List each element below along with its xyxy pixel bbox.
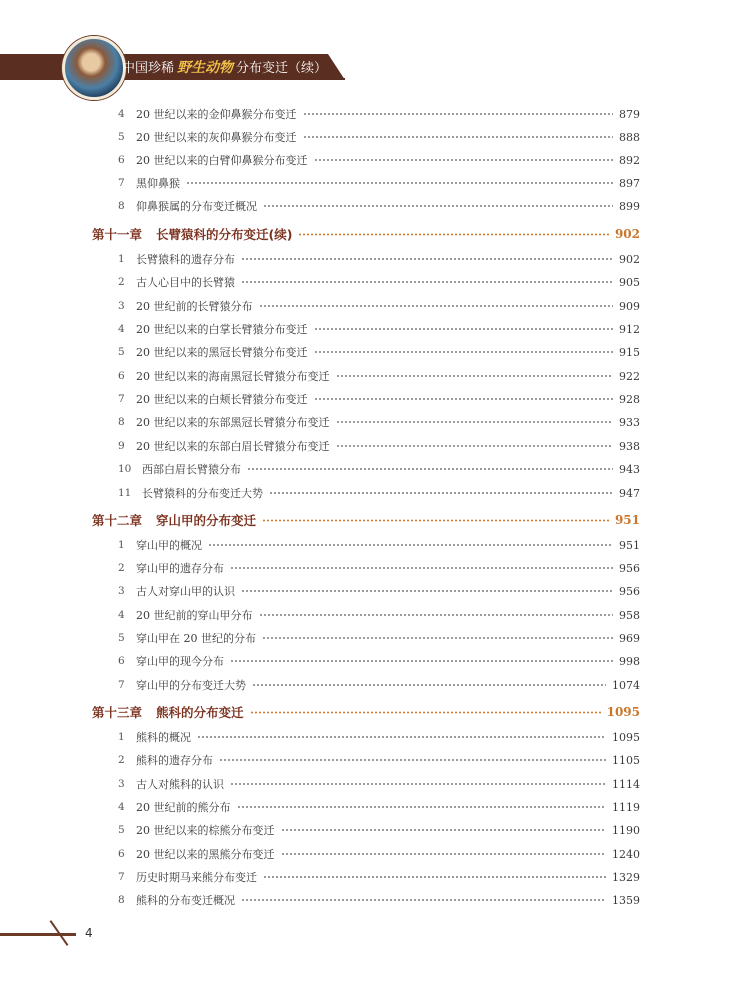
entry-number: 5 [118, 131, 125, 143]
entry-title: 熊科的分布变迁概况 [136, 894, 235, 907]
entry-number: 1 [118, 539, 125, 551]
entry-title: 古人对穿山甲的认识 [136, 585, 235, 598]
entry-page: 1119 [612, 800, 640, 814]
entry-page: 1105 [612, 753, 640, 767]
entry-number: 10 [118, 463, 132, 475]
dot-leader [298, 233, 608, 236]
chapter-heading-11[interactable] [92, 222, 640, 246]
toc-entry[interactable] [118, 388, 640, 410]
toc-entry[interactable] [118, 271, 640, 293]
entry-number: 5 [118, 346, 125, 358]
entry-page: 892 [619, 153, 640, 167]
entry-page: 1074 [612, 678, 640, 692]
dot-leader [314, 159, 614, 162]
entry-page: 888 [619, 130, 640, 144]
entry-number: 3 [118, 300, 125, 312]
chapter-title: 熊科的分布变迁 [156, 705, 244, 720]
toc-entry[interactable] [118, 819, 640, 841]
dot-leader [314, 351, 614, 354]
toc-entry[interactable] [118, 580, 640, 602]
entry-page: 902 [619, 252, 640, 266]
book-title-part1: 中国珍稀 [122, 61, 175, 76]
dot-leader [241, 899, 606, 902]
entry-number: 7 [118, 393, 125, 405]
chapter-title: 长臂猿科的分布变迁(续) [156, 227, 293, 242]
entry-title: 长臂猿科的遗存分布 [136, 253, 235, 266]
dot-leader [281, 829, 607, 832]
toc-entry[interactable] [118, 318, 640, 340]
dot-leader [262, 519, 609, 522]
dot-leader [263, 205, 613, 208]
entry-title: 穿山甲的分布变迁大势 [136, 679, 246, 692]
dot-leader [336, 445, 614, 448]
entry-page: 1114 [612, 777, 640, 791]
entry-title: 20 世纪以来的海南黑冠长臂猿分布变迁 [136, 370, 330, 383]
chapter-heading-13[interactable] [92, 700, 640, 724]
chapter-page: 1095 [606, 705, 640, 719]
entry-number: 6 [118, 154, 125, 166]
toc-entry[interactable] [118, 889, 640, 911]
entry-title: 20 世纪以来的东部白眉长臂猿分布变迁 [136, 440, 330, 453]
entry-page: 951 [619, 538, 640, 552]
dot-leader [303, 136, 614, 139]
dot-leader [186, 182, 613, 185]
chapter-number: 第十二章 [92, 513, 143, 528]
entry-page: 897 [619, 176, 640, 190]
dot-leader [336, 421, 614, 424]
series-logo-image [62, 36, 126, 100]
entry-number: 6 [118, 848, 125, 860]
entry-page: 938 [619, 439, 640, 453]
toc-entry[interactable] [118, 435, 640, 457]
toc-entry[interactable] [118, 749, 640, 771]
chapter-page: 951 [614, 513, 640, 527]
entry-title: 20 世纪前的穿山甲分布 [136, 609, 253, 622]
book-title [122, 58, 327, 78]
entry-title: 仰鼻猴属的分布变迁概况 [136, 200, 257, 213]
entry-page: 879 [619, 107, 640, 121]
entry-number: 6 [118, 370, 125, 382]
entry-number: 2 [118, 562, 125, 574]
entry-number: 4 [118, 108, 125, 120]
chapter-heading-12[interactable] [92, 508, 640, 532]
entry-title: 20 世纪以来的金仰鼻猴分布变迁 [136, 108, 297, 121]
page-number: 4 [85, 926, 93, 940]
entry-page: 928 [619, 392, 640, 406]
dot-leader [263, 876, 606, 879]
entry-page: 909 [619, 299, 640, 313]
toc-entry[interactable] [118, 674, 640, 696]
entry-title: 20 世纪以来的灰仰鼻猴分布变迁 [136, 131, 297, 144]
dot-leader [230, 567, 613, 570]
dot-leader [208, 544, 613, 547]
entry-title: 古人心目中的长臂猿 [136, 276, 235, 289]
entry-number: 5 [118, 824, 125, 836]
entry-number: 8 [118, 416, 125, 428]
entry-number: 2 [118, 754, 125, 766]
entry-page: 969 [619, 631, 640, 645]
toc-entry[interactable] [118, 103, 640, 125]
entry-title: 20 世纪前的长臂猿分布 [136, 300, 253, 313]
entry-number: 7 [118, 679, 125, 691]
toc-entry[interactable] [118, 458, 640, 480]
entry-page: 899 [619, 199, 640, 213]
dot-leader [281, 853, 607, 856]
dot-leader [230, 783, 606, 786]
entry-page: 956 [619, 584, 640, 598]
toc-entry[interactable] [118, 726, 640, 748]
entry-page: 915 [619, 345, 640, 359]
dot-leader [252, 684, 606, 687]
entry-page: 1095 [612, 730, 640, 744]
header-rule [0, 78, 345, 80]
dot-leader [230, 660, 613, 663]
entry-page: 933 [619, 415, 640, 429]
toc-entry[interactable] [118, 482, 640, 504]
entry-page: 905 [619, 275, 640, 289]
entry-number: 8 [118, 894, 125, 906]
toc-entry[interactable] [118, 534, 640, 556]
dot-leader [259, 614, 614, 617]
entry-number: 4 [118, 609, 125, 621]
entry-title: 历史时期马来熊分布变迁 [136, 871, 257, 884]
entry-page: 947 [619, 486, 640, 500]
dot-leader [219, 759, 606, 762]
entry-title: 黑仰鼻猴 [136, 177, 180, 190]
toc-entry[interactable] [118, 773, 640, 795]
entry-title: 长臂猿科的分布变迁大势 [142, 487, 263, 500]
dot-leader [197, 736, 606, 739]
entry-number: 4 [118, 323, 125, 335]
entry-title: 古人对熊科的认识 [136, 778, 224, 791]
toc-entry[interactable] [118, 843, 640, 865]
toc-entry[interactable] [118, 627, 640, 649]
toc-entry[interactable] [118, 295, 640, 317]
toc-entry[interactable] [118, 650, 640, 672]
dot-leader [241, 258, 613, 261]
entry-number: 7 [118, 871, 125, 883]
dot-leader [241, 281, 613, 284]
dot-leader [259, 305, 614, 308]
entry-number: 1 [118, 253, 125, 265]
book-title-part2: 分布变迁（续） [236, 61, 328, 76]
entry-page: 1359 [612, 893, 640, 907]
chapter-page: 902 [614, 227, 640, 241]
toc-entry[interactable] [118, 149, 640, 171]
toc-entry[interactable] [118, 248, 640, 270]
toc-entry[interactable] [118, 866, 640, 888]
dot-leader [269, 492, 613, 495]
entry-title: 20 世纪以来的白臂仰鼻猴分布变迁 [136, 154, 308, 167]
entry-number: 2 [118, 276, 125, 288]
chapter-number: 第十一章 [92, 227, 143, 242]
entry-page: 998 [619, 654, 640, 668]
entry-title: 20 世纪以来的东部黑冠长臂猿分布变迁 [136, 416, 330, 429]
toc-entry[interactable] [118, 341, 640, 363]
entry-number: 7 [118, 177, 125, 189]
toc-entry[interactable] [118, 557, 640, 579]
dot-leader [237, 806, 607, 809]
entry-page: 922 [619, 369, 640, 383]
entry-page: 1190 [612, 823, 640, 837]
toc-entry[interactable] [118, 411, 640, 433]
entry-title: 穿山甲在 20 世纪的分布 [136, 632, 256, 645]
entry-number: 11 [118, 487, 132, 499]
entry-number: 5 [118, 632, 125, 644]
entry-title: 20 世纪以来的黑熊分布变迁 [136, 848, 275, 861]
toc-entry[interactable] [118, 365, 640, 387]
entry-number: 1 [118, 731, 125, 743]
dot-leader [336, 375, 614, 378]
dot-leader [247, 468, 613, 471]
toc-entry[interactable] [118, 604, 640, 626]
entry-title: 20 世纪以来的黑冠长臂猿分布变迁 [136, 346, 308, 359]
dot-leader [262, 637, 613, 640]
entry-page: 1240 [612, 847, 640, 861]
book-title-emphasis: 野生动物 [177, 60, 234, 76]
entry-page: 1329 [612, 870, 640, 884]
entry-page: 912 [619, 322, 640, 336]
entry-title: 20 世纪前的熊分布 [136, 801, 231, 814]
entry-page: 943 [619, 462, 640, 476]
entry-number: 3 [118, 585, 125, 597]
entry-title: 20 世纪以来的白掌长臂猿分布变迁 [136, 323, 308, 336]
entry-title: 穿山甲的概况 [136, 539, 202, 552]
entry-number: 8 [118, 200, 125, 212]
entry-number: 9 [118, 440, 125, 452]
chapter-number: 第十三章 [92, 705, 143, 720]
entry-number: 4 [118, 801, 125, 813]
dot-leader [241, 590, 613, 593]
footer-rule [0, 933, 76, 936]
dot-leader [303, 113, 614, 116]
entry-page: 956 [619, 561, 640, 575]
entry-title: 熊科的遗存分布 [136, 754, 213, 767]
entry-title: 20 世纪以来的棕熊分布变迁 [136, 824, 275, 837]
entry-page: 958 [619, 608, 640, 622]
toc-entry[interactable] [118, 172, 640, 194]
toc-entry[interactable] [118, 126, 640, 148]
entry-title: 20 世纪以来的白颊长臂猿分布变迁 [136, 393, 308, 406]
dot-leader [314, 328, 614, 331]
entry-title: 穿山甲的现今分布 [136, 655, 224, 668]
entry-number: 6 [118, 655, 125, 667]
entry-title: 熊科的概况 [136, 731, 191, 744]
toc-entry[interactable] [118, 195, 640, 217]
entry-number: 3 [118, 778, 125, 790]
entry-title: 西部白眉长臂猿分布 [142, 463, 241, 476]
dot-leader [250, 711, 601, 714]
toc-entry[interactable] [118, 796, 640, 818]
chapter-title: 穿山甲的分布变迁 [156, 513, 257, 528]
entry-title: 穿山甲的遗存分布 [136, 562, 224, 575]
dot-leader [314, 398, 614, 401]
